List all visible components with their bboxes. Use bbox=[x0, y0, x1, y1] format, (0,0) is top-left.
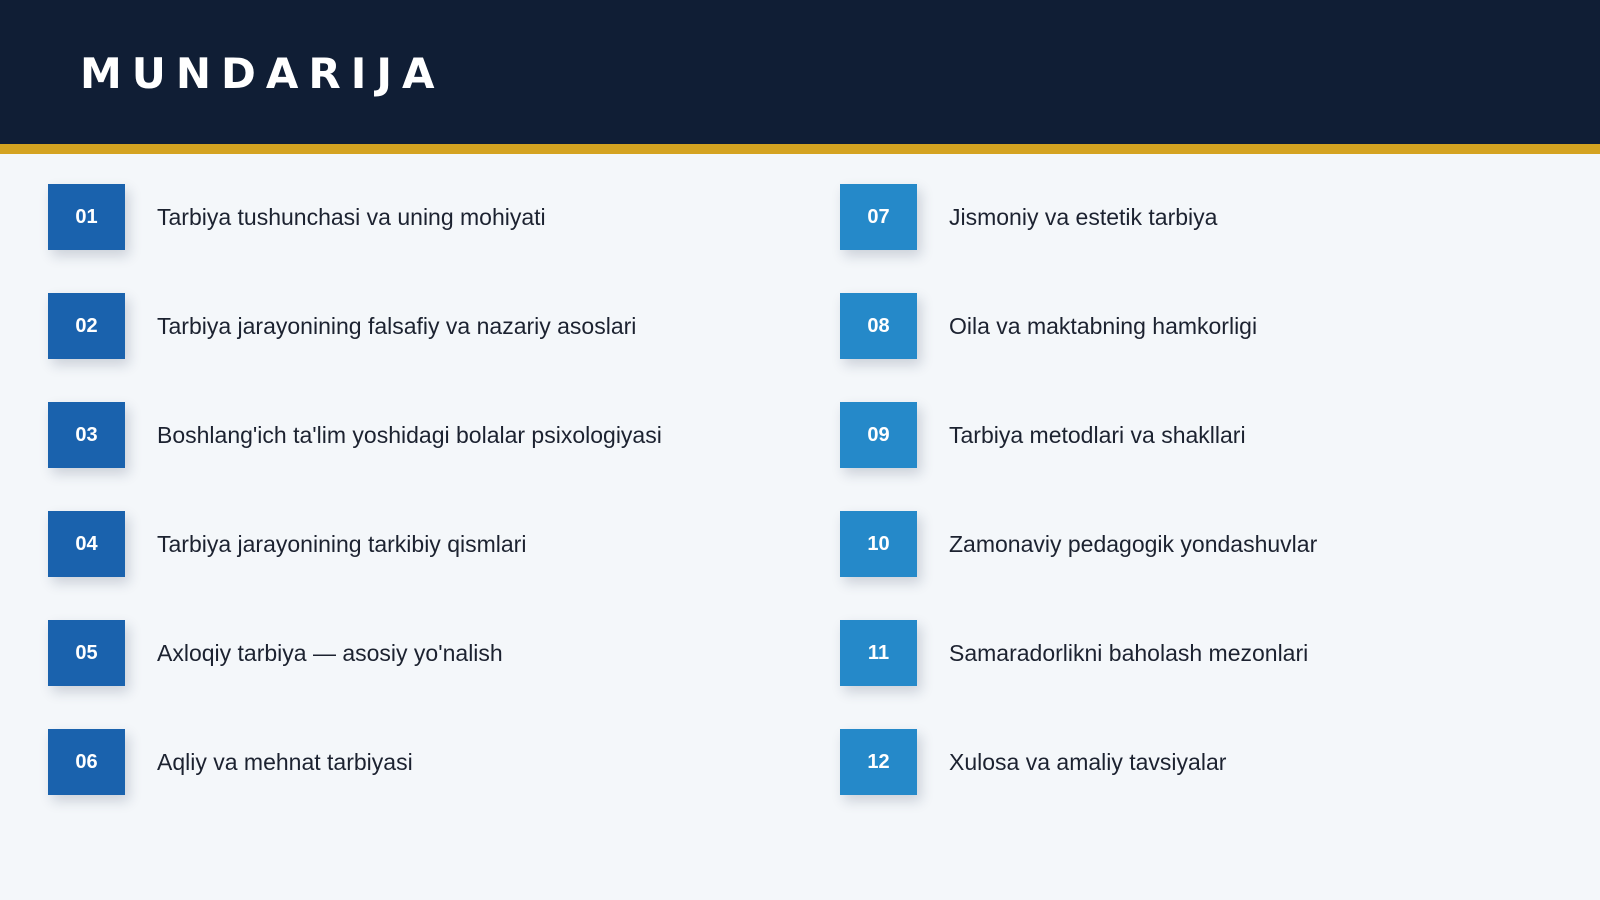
item-title: Boshlang'ich ta'lim yoshidagi bolalar psixologiyasi bbox=[157, 421, 662, 448]
item-title: Tarbiya tushunchasi va uning mohiyati bbox=[157, 203, 546, 230]
item-number-badge: 09 bbox=[840, 402, 917, 468]
item-title: Samaradorlikni baholash mezonlari bbox=[949, 639, 1309, 666]
item-title: Jismoniy va estetik tarbiya bbox=[949, 203, 1218, 230]
item-title: Tarbiya jarayonining tarkibiy qismlari bbox=[157, 530, 527, 557]
toc-item-01[interactable] bbox=[48, 184, 788, 250]
toc-item-04[interactable] bbox=[48, 511, 788, 577]
item-title: Tarbiya jarayonining falsafiy va nazariy asoslari bbox=[157, 312, 637, 339]
item-number-badge: 07 bbox=[840, 184, 917, 250]
toc-item-03[interactable] bbox=[48, 402, 788, 468]
toc-item-05[interactable] bbox=[48, 620, 788, 686]
item-number-badge: 03 bbox=[48, 402, 125, 468]
page-title: MUNDARIJA bbox=[80, 49, 445, 98]
toc-item-10[interactable] bbox=[840, 511, 1580, 577]
item-title: Tarbiya metodlari va shakllari bbox=[949, 421, 1246, 448]
toc-item-09[interactable] bbox=[840, 402, 1580, 468]
item-number-badge: 02 bbox=[48, 293, 125, 359]
item-number-badge: 12 bbox=[840, 729, 917, 795]
item-number-badge: 10 bbox=[840, 511, 917, 577]
item-number-badge: 06 bbox=[48, 729, 125, 795]
item-title: Axloqiy tarbiya — asosiy yo'nalish bbox=[157, 639, 503, 666]
toc-item-12[interactable] bbox=[840, 729, 1580, 795]
item-number-badge: 01 bbox=[48, 184, 125, 250]
toc-item-11[interactable] bbox=[840, 620, 1580, 686]
item-number-badge: 08 bbox=[840, 293, 917, 359]
toc-item-02[interactable] bbox=[48, 293, 788, 359]
item-title: Oila va maktabning hamkorligi bbox=[949, 312, 1258, 339]
item-number-badge: 11 bbox=[840, 620, 917, 686]
toc-item-07[interactable] bbox=[840, 184, 1580, 250]
item-title: Xulosa va amaliy tavsiyalar bbox=[949, 748, 1227, 775]
toc-item-08[interactable] bbox=[840, 293, 1580, 359]
item-number-badge: 05 bbox=[48, 620, 125, 686]
item-title: Zamonaviy pedagogik yondashuvlar bbox=[949, 530, 1318, 557]
item-number-badge: 04 bbox=[48, 511, 125, 577]
item-title: Aqliy va mehnat tarbiyasi bbox=[157, 748, 413, 775]
toc-item-06[interactable] bbox=[48, 729, 788, 795]
